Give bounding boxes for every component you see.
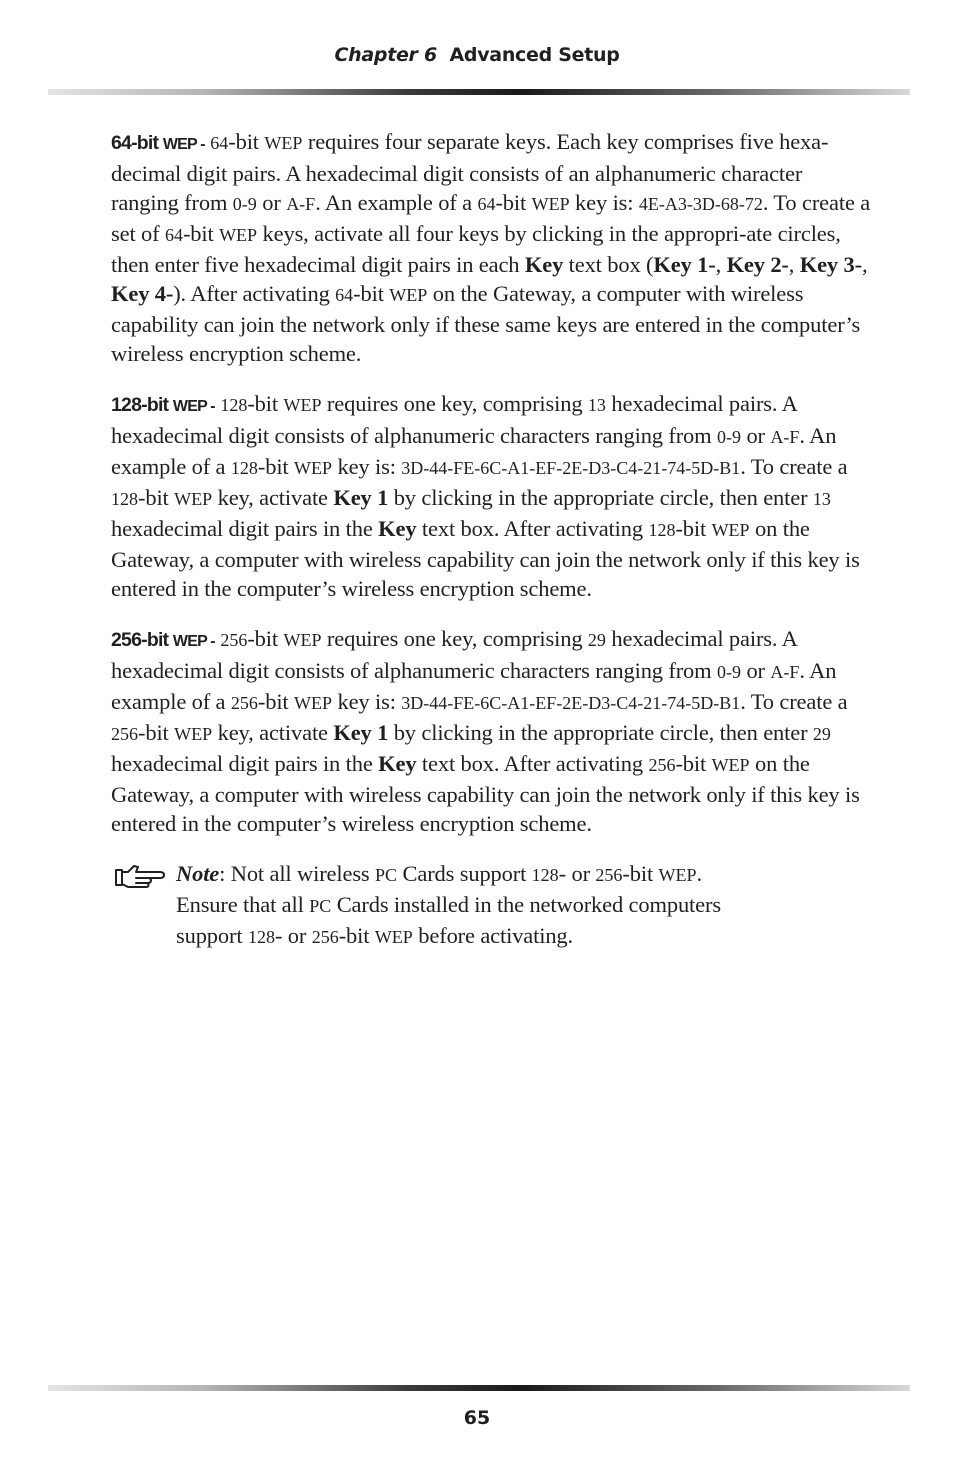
footer-rule	[48, 1385, 910, 1391]
paragraph-256bit-wep: 256-bit WEP - 256-bit WEP requires one key, comprising 29 hexadecimal pairs. A hexadecimal digit consists of alphanumeric characters ranging from 0-9 or A-F. An example of a 256-bit WEP key is: 3D-44-FE-6C-A1-EF-2E-D3-C4-21-74-5D-B1. To create a 256-bit WEP key, activate Key 1 by clicking in the appropriate circle, then enter 29 hexadecimal digit pairs in the Key text box. After activating 256-bit WEP on the Gateway, a computer with wireless capability can join the network only if this key is entered in the computer’s wireless encryption scheme.	[111, 626, 860, 836]
chapter-title: Advanced Setup	[449, 44, 620, 66]
term-128bit-wep: 128-bit WEP -	[111, 394, 215, 416]
example-key-256: 3D-44-FE-6C-A1-EF-2E-D3-C4-21-74-5D-B1	[401, 693, 741, 713]
example-key-128: 3D-44-FE-6C-A1-EF-2E-D3-C4-21-74-5D-B1	[401, 458, 741, 478]
note-line-1: Note: Not all wireless PC Cards support 128- or 256-bit WEP.	[176, 861, 703, 886]
note-label: Note	[176, 861, 220, 886]
paragraph-128bit-wep: 128-bit WEP - 128-bit WEP requires one key, comprising 13 hexadecimal pairs. A hexadecimal digit consists of alphanumeric characters ranging from 0-9 or A-F. An example of a 128-bit WEP key is: 3D-44-FE-6C-A1-EF-2E-D3-C4-21-74-5D-B1. To create a 128-bit WEP key, activate Key 1 by clicking in the appropriate circle, then enter 13 hexadecimal digit pairs in the Key text box. After activating 128-bit WEP on the Gateway, a computer with wireless capability can join the network only if this key is entered in the computer’s wireless encryption scheme.	[111, 391, 860, 601]
note-line-2: Ensure that all PC Cards installed in the networked computers	[176, 892, 721, 917]
note-block	[111, 859, 871, 952]
note-line-3: support 128- or 256-bit WEP before activating.	[176, 923, 574, 948]
page-number: 65	[463, 1407, 491, 1429]
chapter-label: Chapter 6	[334, 44, 437, 66]
term-64bit-wep: 64-bit WEP -	[111, 132, 205, 154]
term-256bit-wep: 256-bit WEP -	[111, 629, 215, 651]
example-key-64: 4E-A3-3D-68-72	[638, 194, 763, 214]
header-rule	[48, 89, 910, 95]
pointing-hand-icon	[114, 863, 166, 889]
page-body	[111, 127, 871, 952]
running-header	[0, 44, 954, 66]
paragraph-64bit-wep: 64-bit WEP - 64-bit WEP requires four separate keys. Each key comprises five hexa-decimal digit pairs. A hexadecimal digit consists of an alphanumeric character ranging from 0-9 or A-F. An example of a 64-bit WEP key is: 4E-A3-3D-68-72. To create a set of 64-bit WEP keys, activate all four keys by clicking in the appropri-ate circles, then enter five hexadecimal digit pairs in each Key text box (Key 1-, Key 2-, Key 3-, Key 4-). After activating 64-bit WEP on the Gateway, a computer with wireless capability can join the network only if these same keys are entered in the computer’s wireless encryption scheme.	[111, 129, 871, 366]
